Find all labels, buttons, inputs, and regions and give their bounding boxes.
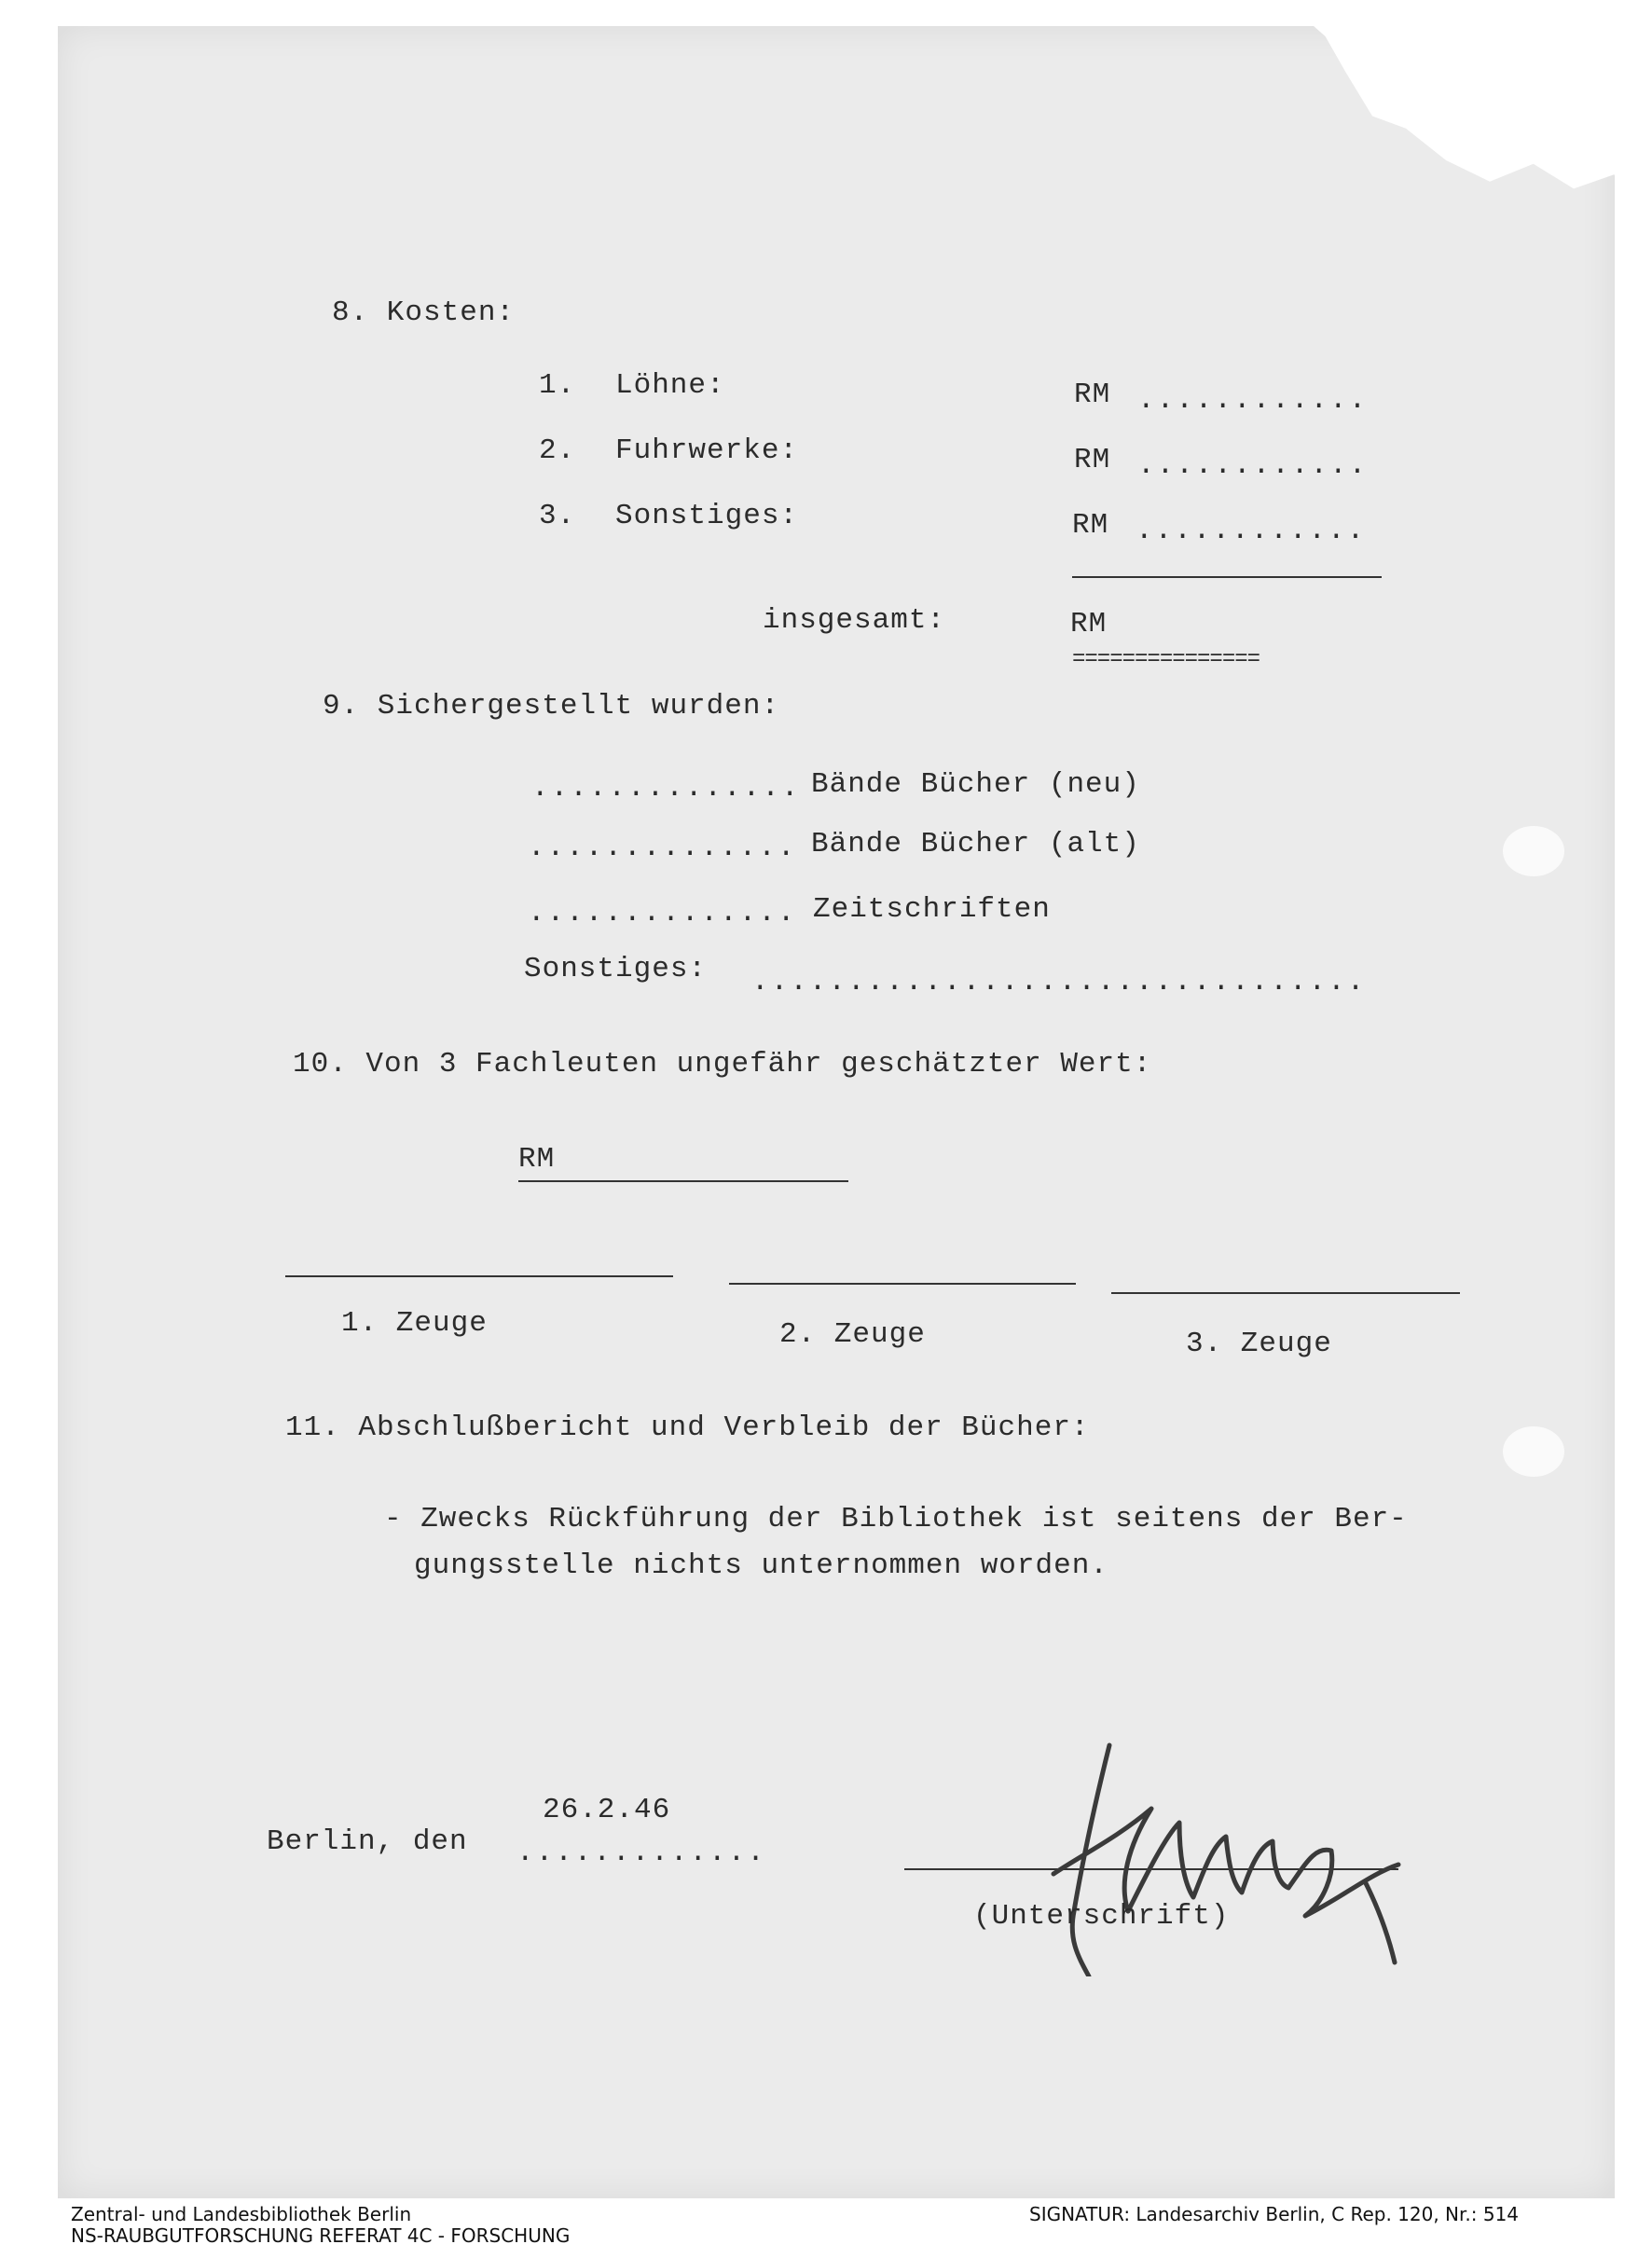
section8-heading: 8. Kosten: — [332, 296, 516, 329]
witness-line — [729, 1283, 1076, 1285]
total-label: insgesamt: — [763, 604, 946, 637]
cost-item-label: Löhne: — [615, 369, 725, 402]
place-label: Berlin, den — [267, 1825, 468, 1858]
handwritten-signature — [988, 1734, 1473, 1976]
section9-heading: 9. Sichergestellt wurden: — [323, 690, 780, 723]
other-dots: ................................ — [751, 966, 1367, 998]
cost-item-dots: ............ — [1136, 515, 1367, 547]
witness-label: 2. Zeuge — [779, 1318, 926, 1351]
final-report-line1: - Zwecks Rückführung der Bibliothek ist seitens der Ber- — [384, 1503, 1408, 1535]
total-currency: RM — [1070, 608, 1108, 640]
witness-label: 1. Zeuge — [341, 1307, 488, 1340]
secured-dots: .............. — [528, 897, 797, 929]
estimated-value-currency: RM — [518, 1143, 556, 1176]
punch-hole-top — [1503, 826, 1564, 876]
final-report-line2: gungsstelle nichts unternommen worden. — [414, 1549, 1108, 1582]
date-value: 26.2.46 — [543, 1794, 671, 1826]
cost-item-dots: ............ — [1137, 449, 1369, 482]
secured-dots: .............. — [531, 772, 801, 805]
cost-item-dots: ............ — [1137, 384, 1369, 417]
witness-label: 3. Zeuge — [1186, 1328, 1332, 1360]
witness-line — [1111, 1292, 1460, 1294]
secured-dots: .............. — [528, 832, 797, 864]
signature-caption: (Unterschrift) — [973, 1900, 1230, 1933]
section11-heading: 11. Abschlußbericht und Verbleib der Bücher: — [285, 1411, 1090, 1444]
cost-item-label: Fuhrwerke: — [615, 434, 799, 467]
estimated-value-line — [518, 1180, 848, 1182]
cost-item-currency: RM — [1072, 509, 1109, 542]
punch-hole-bottom — [1503, 1426, 1564, 1477]
secured-label: Zeitschriften — [813, 893, 1051, 926]
sum-rule — [1072, 576, 1382, 578]
section10-heading: 10. Von 3 Fachleuten ungefähr geschätzter Wert: — [293, 1048, 1152, 1081]
secured-label: Bände Bücher (alt) — [811, 828, 1140, 861]
date-dots: ............. — [516, 1837, 766, 1869]
cost-item-currency: RM — [1074, 379, 1111, 411]
cost-item-num: 1. — [539, 369, 576, 402]
cost-item-label: Sonstiges: — [615, 500, 799, 532]
footer-signature-reference: SIGNATUR: Landesarchiv Berlin, C Rep. 120, Nr.: 514 — [1029, 2203, 1520, 2225]
cost-item-currency: RM — [1074, 444, 1111, 476]
total-double-underline: =============== — [1072, 647, 1260, 672]
other-label: Sonstiges: — [524, 953, 708, 985]
footer-library-name: Zentral- und Landesbibliothek Berlin — [71, 2203, 412, 2225]
footer-department: NS-RAUBGUTFORSCHUNG REFERAT 4C - FORSCHUNG — [71, 2224, 571, 2247]
witness-line — [285, 1275, 673, 1277]
secured-label: Bände Bücher (neu) — [811, 768, 1140, 801]
cost-item-num: 2. — [539, 434, 576, 467]
cost-item-num: 3. — [539, 500, 576, 532]
